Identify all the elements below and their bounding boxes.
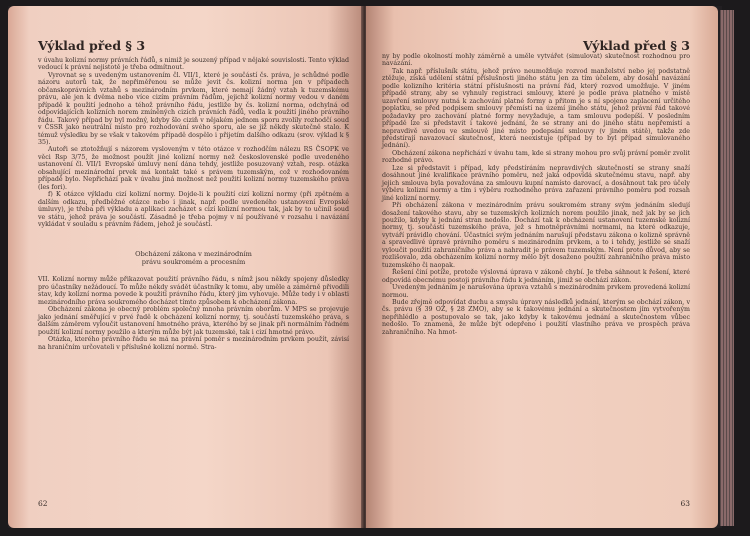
left-paragraph-5: VII. Kolizní normy může přikazovat použití právního řádu, s nímž jsou někdy spojeny důsledky pro účastníky nežádoucí. To může nékdy svádět účastníky k tomu, aby uměle a záměrně přivodili stav, kdy kolizní norma povede k použití právního řádu, který jim vyhovuje. Může tedy i v oblasti mezinárodního práva soukromého docházet tímto způsobem k obcházení zákona.: [38, 276, 349, 306]
right-paragraph-2: Tak např. příslušník státu, jehož právo neumožňuje rozvod manželství nebo jej podstatně ztěžuje, získá udělení státní příslušnosti jiného státu jen za tím účelem, aby dosáhl navázání podle kolizního kritéria státní příslušnosti na právní řád, který rozvod umožňuje. V jiném případě strany, aby se vyhnuly registraci smlouvy, které je podle práva platného v místě uzavření smlouvy nutná k zachování platné formy a přitom je s ní spojeno zaplacení určitého poplatku, se před podpisem smlouvy přemístí na území jiného státu, jehož právní řád takové požadavky pro zachování platné formy nevyžaduje, a tam smlouvu podepíší. V posledním případě lze si představit i takové jednání, že se strany ani do jiného státu nepřemístí a nepravdivě uvedou ve smlouvě jiné místo podepsání smlouvy (v jiném státě), takže zde předstírají navazovací skutečnost, která neexistuje (případ by to byl případ simulovaného jednání).: [382, 67, 690, 150]
right-paragraph-6: Řešení činí potíže, protože výslovná úprava v zákoně chybí. Je třeba sáhnout k řešení, které odpovídá obecnému postoji právního řádu k jednáním, jimiž se obchází zákon.: [382, 269, 690, 284]
section-title: [38, 250, 349, 266]
left-paragraph-1: v úvahu kolizní normy právních řádů, s nimiž je souzený případ v nějaké souvislosti. Tento výklad vedoucí k právní nejistotě je třeba odmítnout.: [38, 57, 349, 72]
left-paragraph-4: f) K otázce výkladu cizí kolizní normy. Dojde-li k použití cizí kolizní normy (při zpětném a dalším odkazu, předběžné otázce nebo i jinak, např. podle uvedeného ustanovení Evropské úmluvy), je třeba při výkladu a aplikaci zacházet s cizí kolizní normou tak, jak by to učinil soud ve státu, jehož práva je součástí. Zásadně je třeba pojmy v ní používané v rozsahu i navázání vykládat v souladu s právním řádem, jehož je součástí.: [38, 191, 349, 228]
right-paragraph-1: ny by podle okolností mohly záměrně a uměle vytvářet (simulovat) skutečnost rozhodnou pro navázání.: [382, 53, 690, 68]
right-paragraph-8: Bude zřejmě odpovídat duchu a smyslu úpravy následků jednání, kterým se obchází zákon, v čs. právu (§ 39 OZ, § 28 ZMO), aby se k takovému jednání a skutečnostem jím vytvořeným nepřihlédlo a postupovalo se tak, jako kdyby k takovému jednání a skutečnostem vůbec nedošlo. To znamená, že může být odepřeno i použití vlastního práva ve prospěch práva zahraničního. Na hmot-: [382, 298, 690, 336]
left-page-heading: Výklad před § 3: [38, 38, 146, 53]
right-page-heading: Výklad před § 3: [582, 38, 690, 53]
left-page-number: 62: [38, 499, 48, 508]
section-title-line-2: právu soukromém a procesním: [141, 258, 246, 267]
right-paragraph-3: Obcházení zákona nepřichází v úvahu tam, kde si strany mohou pro svůj právní poměr zvolit rozhodné právo.: [382, 149, 690, 165]
left-paragraph-3: Autoři se ztotožňují s názorem vysloveným v této otázce v rozhodčím nálezu RS ČSOPK ve věci Rsp 3/75, že možnost použít jiné kolizní normy než československé podle uvedeného ustanovení čl. VII/1 Evropské úmluvy není dána tehdy, jestliže posuzovaný vztah, resp. otázka obsahující mezinárodní prvek má kontakt také s právem tuzemským, což v rozhodovaném případě bylo. Nepřichází pak v úvahu jiná možnost než použití kolizní normy tuzemského práva (les fori).: [38, 146, 349, 191]
open-book: [8, 6, 722, 528]
right-page-number: 63: [680, 499, 690, 508]
right-paragraph-5: Při obcházení zákona v mezinárodním právu soukromém strany svým jednáním sledují dosažení takového stavu, aby se tuzemských kolizních norem použilo jinak, než jak by se jich použilo, kdyby k jednání stran nedošlo. Dochází tak k obcházení ustanovení tuzemské kolizní normy, tj. součástí tuzemského práva, jež s hmotněprávními normami, na které odkazuje, vytváří právidlo chování. Účastníci svým jednáním narušují představu zákona o kolizně správně a spravedlivé úpravě právního poměru s mezinárodním prvkem, a to i tehdy, jestliže se snaží vyloučit použití zahraničního práva a nahradit je právem tuzemským. Není proto důvod, aby se rozlišovalo, zda obcházením kolizní normy mělo být dosaženo použití zahraničního práva místo tuzemského či naopak.: [382, 202, 690, 269]
right-paragraph-7: Uvedeným jednáním je narušována úprava vztahů s mezinárodním prvkem provedená kolizní normou.: [382, 284, 690, 299]
page-edges: [720, 10, 734, 526]
section-title-line-1: Obcházení zákona v mezinárodním: [135, 250, 252, 259]
right-paragraph-4: Lze si představit i případ, kdy předstíráním nepravdivých skutečností se strany snaží dosáhnout jiné kvalifikace právního poměru, než jaká odpovídá skutečnému stavu, např. aby jejich smlouva byla považována za smlouvu kupní namísto darovací, a dosáhnout tak pro účely výběru kolizní normy a tím i výběru rozhodného práva zařazení právního poměru pod rozsah jiné kolizní normy.: [382, 164, 690, 202]
right-page: [366, 6, 718, 528]
left-paragraph-7: Otázka, kterého právního řádu se má na právní poměr s mezinárodním prvkem použít, závisí na hraničním určovateli v příslušné kolizní normě. Stra-: [38, 336, 349, 351]
left-paragraph-6: Obcházení zákona je obecný problém společný mnoha právním oborům. V MPS se projevuje jako jednání směřující v prvé řadě k obcházení kolizní normy, tj. součástí tuzemského práva, s dalším záměrem vyloučit ustanovení hmotného práva, kterého by se jinak při normálním řádném použití kolizní normy použilo a kterým může být jak tuzemské, tak i cizí hmotné právo.: [38, 306, 349, 336]
left-paragraph-2: Vyrovnat se s uvedeným ustanovením čl. VII/1, které je součástí čs. práva, je schůdné podle názoru autorů tak, že nepřiměřenou se může jevit čs. kolizní norma jen v případech občanskoprávních vztahů s mezinárodním prvkem, které nemají žádný vztah k tuzemskému právu, ale jen k dvěma nebo více cizím právním řádům, jejichž kolizní normy vedou v daném případě k použití jednoho a téhož právního řádu, jestliže by čs. kolizní norma, odchylná od odpovídajících kolizních norem zmíněných cizích právních řádů, vedla k použití jiného právního řádu. Takový případ by byl možný, kdyby šlo ciziň v nějakém jednom sporu zvolily rozhodčí soud v ČSSR jako neutrální místo pro rozhodování svého sporu, ale se již někdy skutečně stalo. K témuž výsledku by se však v takovém případě dospělo i přijetím dalšího odkazu (srov. výklad k § 35).: [38, 71, 349, 146]
left-page: [8, 6, 363, 528]
